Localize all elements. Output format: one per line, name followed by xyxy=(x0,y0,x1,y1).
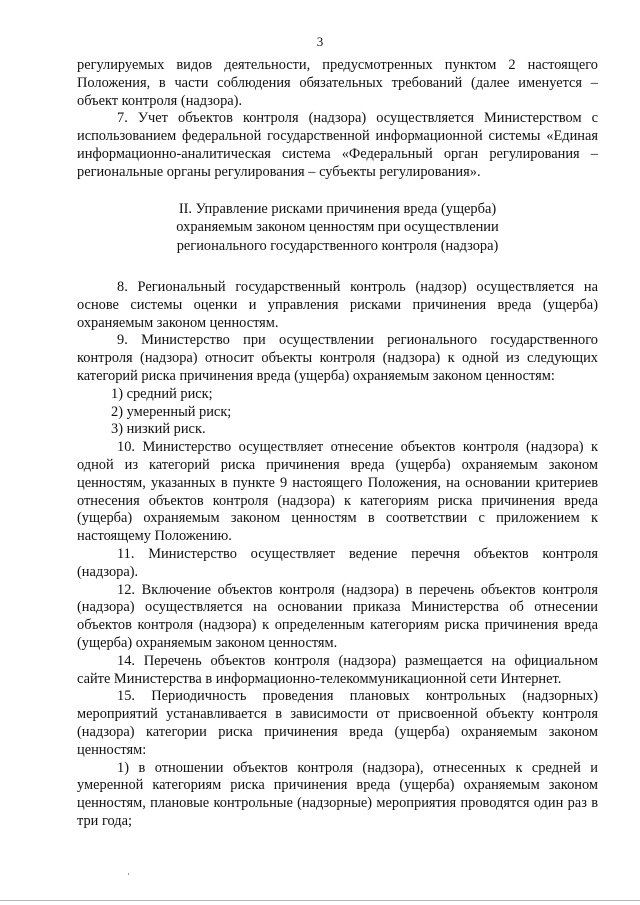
paragraph-10: 10. Министерство осуществляет отнесение объектов контроля (надзора) к одной из категорий риска причинения вреда (ущерба) охраняемым законом ценностям, указанных в пункте 9 настоящего Положения, на основании критериев отнесения объектов контроля (надзора) к категориям риска причинения вреда (ущерба) охраняемым законом ценностям в соответствии с приложением к настоящему Положению. xyxy=(77,439,598,545)
list-item: 1) средний риск; xyxy=(111,385,213,402)
document-body xyxy=(77,57,598,831)
scan-speck xyxy=(128,873,129,875)
paragraph-11: 11. Министерство осуществляет ведение перечня объектов контроля (надзора). xyxy=(77,546,598,580)
paragraph-8: 8. Региональный государственный контроль (надзор) осуществляется на основе системы оценки и управления рисками причинения вреда (ущерба) охраняемым законом ценностям. xyxy=(77,279,598,331)
page-bottom-edge xyxy=(0,900,640,901)
list-item: 2) умеренный риск; xyxy=(111,403,232,420)
section-heading-line-3: регионального государственного контроля (надзора) xyxy=(176,237,499,254)
page-number: 3 xyxy=(316,34,324,49)
paragraph-12: 12. Включение объектов контроля (надзора) в перечень объектов контроля (надзора) осуществляется на основании приказа Министерства об отнесении объектов контроля (надзора) к определенным категориям риска причинения вреда (ущерба) охраняемым законом ценностям. xyxy=(77,581,598,652)
paragraph-continuation: регулируемых видов деятельности, предусмотренных пунктом 2 настоящего Положения, в части соблюдения обязательных требований (далее именуется – объект контроля (надзора). xyxy=(77,57,598,109)
paragraph-15: 15. Периодичность проведения плановых контрольных (надзорных) мероприятий устанавливается в зависимости от присвоенной объекту контроля (надзора) категории риска причинения вреда (ущерба) охраняемым законом ценностям: xyxy=(77,688,598,758)
section-heading-line-2: охраняемым законом ценностям при осуществлении xyxy=(176,219,499,236)
paragraph-9: 9. Министерство при осуществлении регионального государственного контроля (надзора) относит объекты контроля (надзора) к одной из следующих категорий риска причинения вреда (ущерба) охраняемым законом ценностям: xyxy=(77,332,598,385)
section-heading xyxy=(77,200,598,256)
list-item: 3) низкий риск. xyxy=(111,421,206,438)
section-heading-line-1: II. Управление рисками причинения вреда (ущерба) xyxy=(178,200,497,217)
paragraph-15-item-1: 1) в отношении объектов контроля (надзора), отнесенных к средней и умеренной категориям риска причинения вреда (ущерба) охраняемым законом ценностям, плановые контрольные (надзорные) мероприятия проводятся один раз в три года; xyxy=(77,759,598,829)
paragraph-14: 14. Перечень объектов контроля (надзора) размещается на официальном сайте Министерства в информационно-телекоммуникационной сети Интернет. xyxy=(77,652,598,687)
paragraph-7: 7. Учет объектов контроля (надзора) осуществляется Министерством с использованием федеральной государственной информационной системы «Единая информационно-аналитическая система «Федеральный орган регулирования – региональные органы регулирования – субъекты регулирования». xyxy=(77,110,598,180)
risk-category-list xyxy=(77,386,598,439)
